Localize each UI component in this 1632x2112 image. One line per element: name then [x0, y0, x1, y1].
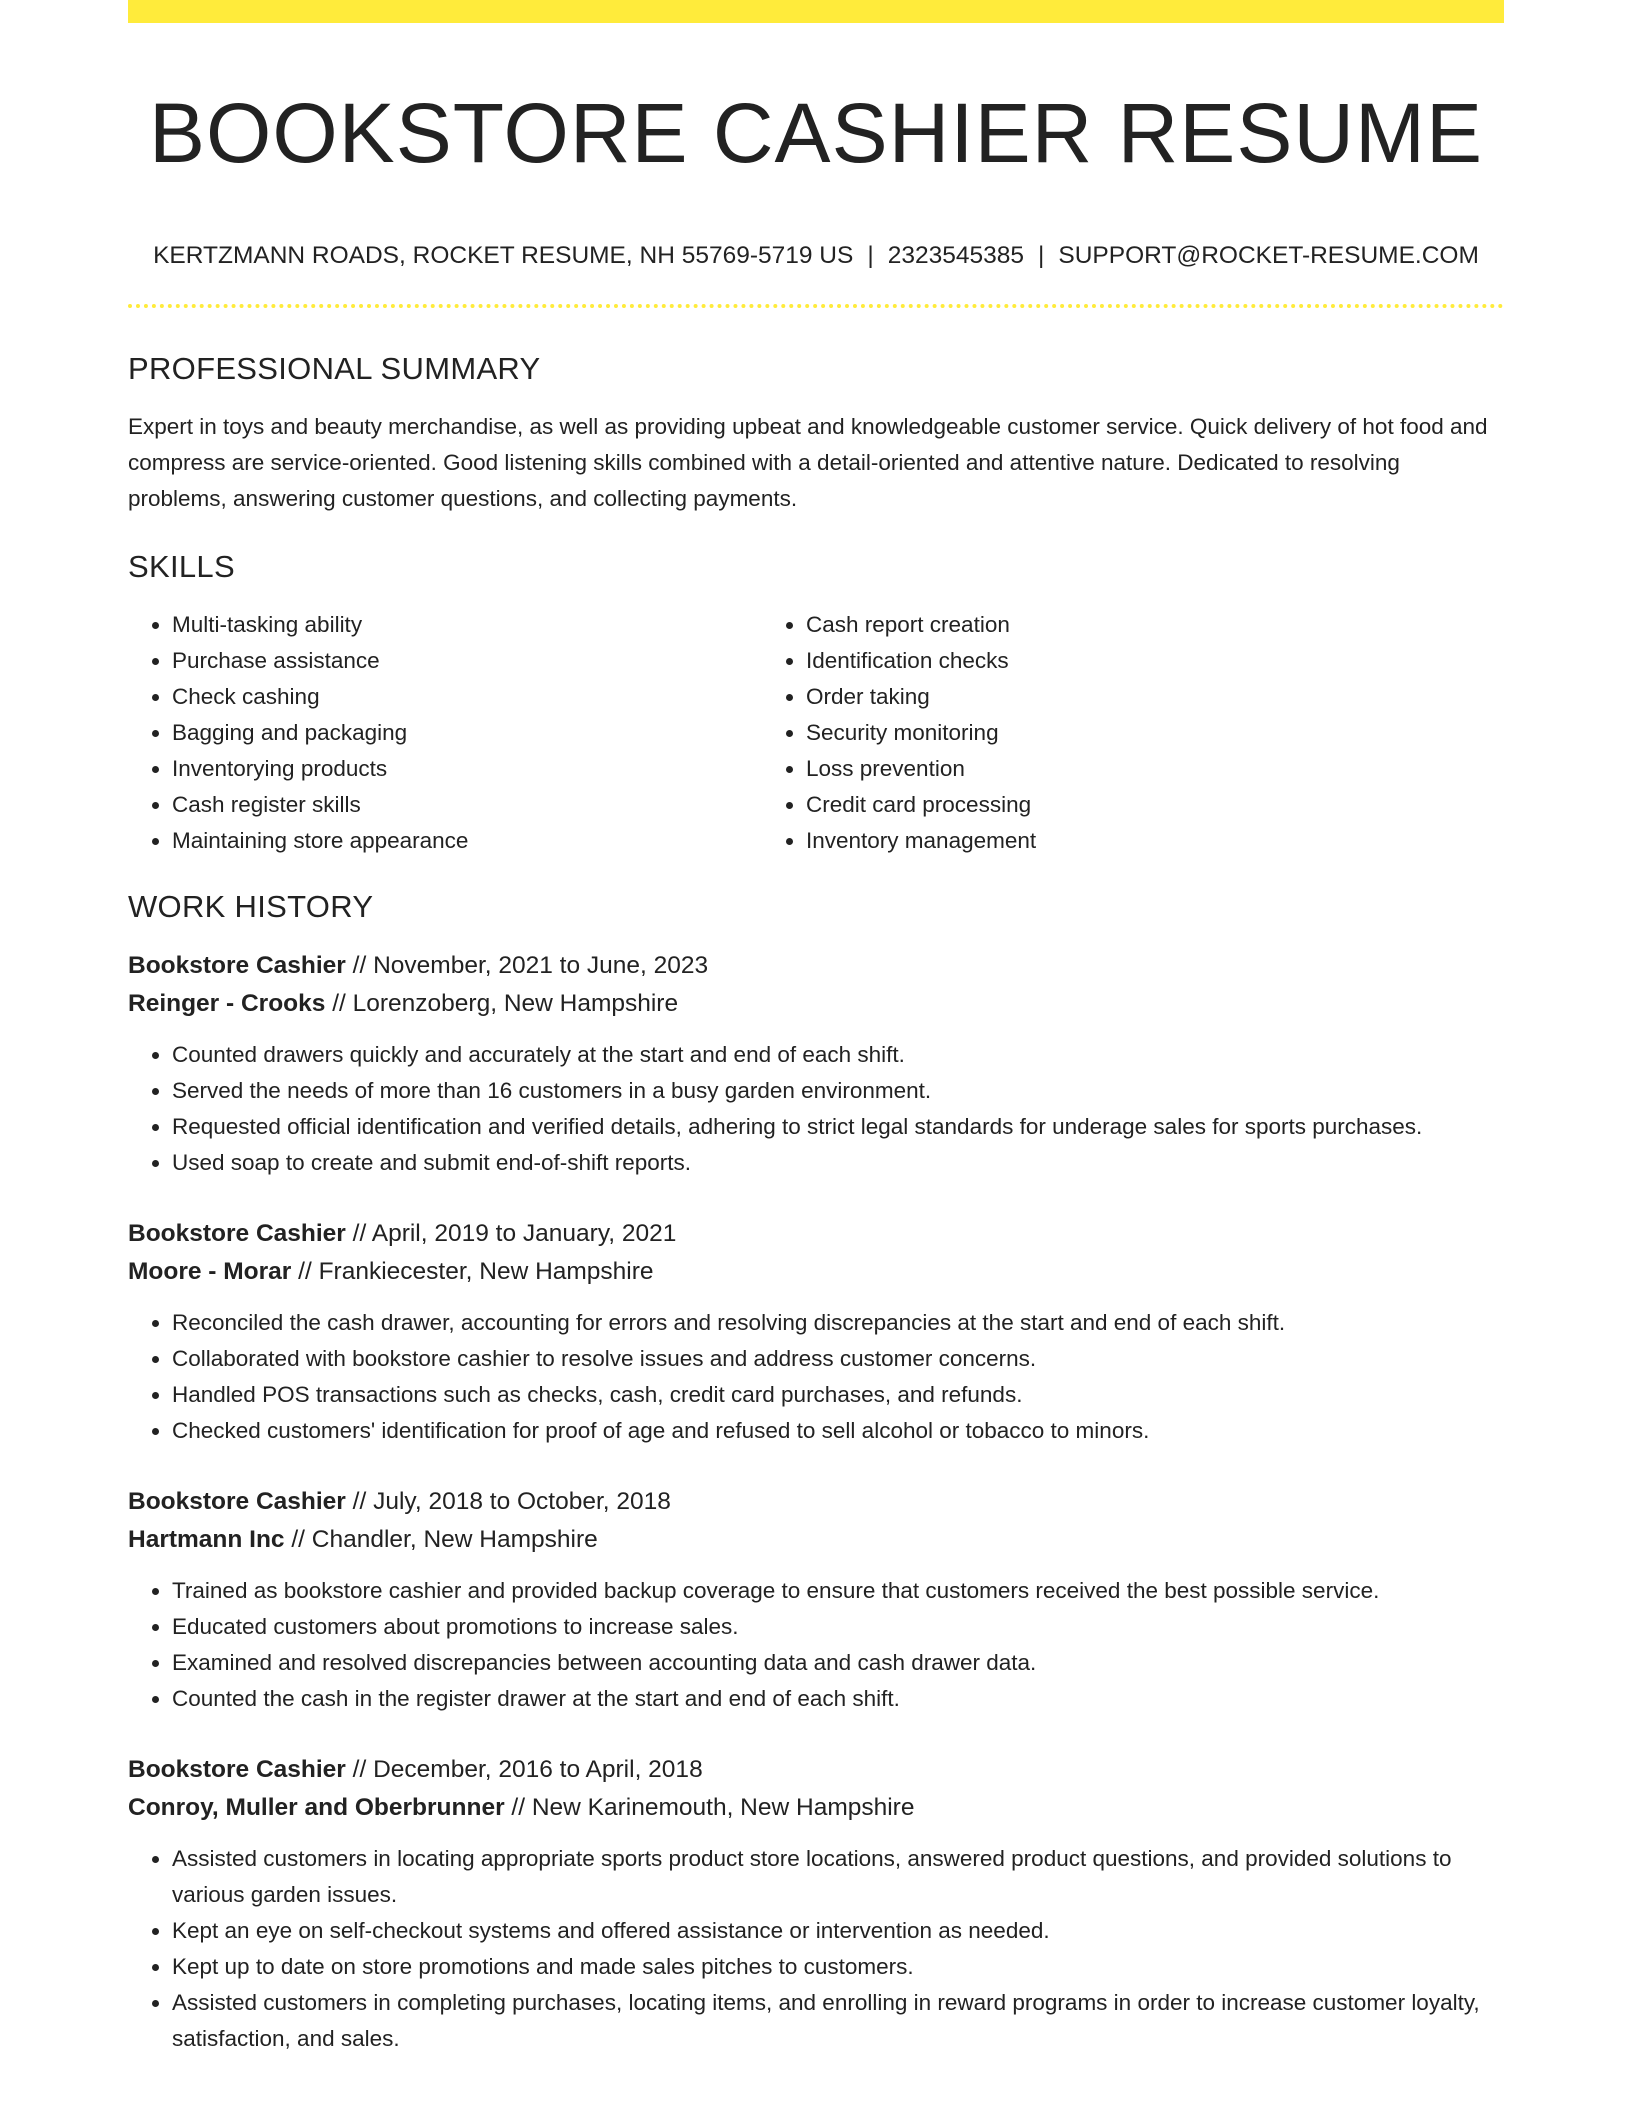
- skill-item: • Bagging and packaging: [172, 715, 762, 751]
- job-dates: // December, 2016 to April, 2018: [345, 1755, 703, 1783]
- contact-email[interactable]: SUPPORT@ROCKET-RESUME.COM: [1058, 241, 1479, 269]
- skill-item: • Maintaining store appearance: [172, 823, 762, 859]
- job-title-line: [128, 947, 1504, 985]
- summary-text: Expert in toys and beauty merchandise, as well as providing upbeat and knowledgeable customer service. Quick delivery of hot food and compress are service-oriented. Good listening skills combined with a detail-oriented and attentive nature. Dedicated to resolving problems, answering customer questions, and collecting payments.: [128, 413, 1488, 511]
- job-company-line: [128, 985, 1504, 1023]
- job-location: // Chandler, New Hampshire: [284, 1525, 598, 1553]
- job-bullet: • Collaborated with bookstore cashier to resolve issues and address customer concerns.: [172, 1341, 1504, 1377]
- skill-item: • Check cashing: [172, 679, 762, 715]
- skill-item: • Credit card processing: [806, 787, 1504, 823]
- job-bullets: [128, 1305, 1504, 1449]
- summary-heading: PROFESSIONAL SUMMARY: [128, 350, 541, 386]
- skill-item: • Cash register skills: [172, 787, 762, 823]
- job-title: Bookstore Cashier: [128, 1487, 346, 1515]
- job-company-line: [128, 1521, 1504, 1559]
- job-company: Conroy, Muller and Oberbrunner: [128, 1793, 505, 1821]
- job-bullets: [128, 1037, 1504, 1181]
- skill-item: • Order taking: [806, 679, 1504, 715]
- job-bullet: • Assisted customers in completing purchases, locating items, and enrolling in reward programs in order to increase customer loyalty, satisfaction, and sales.: [172, 1985, 1504, 2057]
- contact-address: KERTZMANN ROADS, ROCKET RESUME, NH 55769-5719 US: [153, 241, 854, 269]
- job-bullet: • Used soap to create and submit end-of-shift reports.: [172, 1145, 1504, 1181]
- job-title-line: [128, 1751, 1504, 1789]
- job-title: Bookstore Cashier: [128, 1755, 346, 1783]
- contact-phone: 2323545385: [887, 241, 1024, 269]
- job-location: // Frankiecester, New Hampshire: [291, 1257, 654, 1285]
- job-bullets: [128, 1841, 1504, 2057]
- skills-heading: SKILLS: [128, 548, 235, 584]
- job-dates: // April, 2019 to January, 2021: [345, 1219, 677, 1247]
- job-entry: [128, 1483, 1504, 1717]
- resume-title: BOOKSTORE CASHIER RESUME: [148, 86, 1484, 180]
- job-bullet: • Counted drawers quickly and accurately at the start and end of each shift.: [172, 1037, 1504, 1073]
- job-dates: // November, 2021 to June, 2023: [345, 951, 709, 979]
- job-location: // Lorenzoberg, New Hampshire: [325, 989, 679, 1017]
- job-bullet: • Kept an eye on self-checkout systems and offered assistance or intervention as needed.: [172, 1913, 1504, 1949]
- work-history-heading: WORK HISTORY: [128, 888, 374, 924]
- dotted-divider: [128, 304, 1504, 308]
- job-bullet: • Handled POS transactions such as checks, cash, credit card purchases, and refunds.: [172, 1377, 1504, 1413]
- skill-item: • Inventorying products: [172, 751, 762, 787]
- job-entry: [128, 1751, 1504, 2057]
- skill-item: • Loss prevention: [806, 751, 1504, 787]
- job-bullet: • Educated customers about promotions to increase sales.: [172, 1609, 1504, 1645]
- contact-separator: |: [867, 241, 874, 269]
- contact-line: [128, 242, 1504, 270]
- job-location: // New Karinemouth, New Hampshire: [504, 1793, 915, 1821]
- skill-item: • Inventory management: [806, 823, 1504, 859]
- skill-item: • Purchase assistance: [172, 643, 762, 679]
- job-entry: [128, 947, 1504, 1181]
- job-bullet: • Kept up to date on store promotions and made sales pitches to customers.: [172, 1949, 1504, 1985]
- job-title-line: [128, 1215, 1504, 1253]
- contact-separator: |: [1037, 241, 1045, 269]
- skills-columns: [128, 607, 1504, 859]
- resume-page: [128, 0, 1504, 2057]
- job-bullet: • Served the needs of more than 16 customers in a busy garden environment.: [172, 1073, 1504, 1109]
- job-entry: [128, 1215, 1504, 1449]
- job-bullet: • Requested official identification and verified details, adhering to strict legal standards for underage sales for sports purchases.: [172, 1109, 1504, 1145]
- skills-list-left: [128, 607, 762, 859]
- job-title-line: [128, 1483, 1504, 1521]
- job-title: Bookstore Cashier: [128, 1219, 346, 1247]
- job-bullet: • Trained as bookstore cashier and provided backup coverage to ensure that customers received the best possible service.: [172, 1573, 1504, 1609]
- job-title: Bookstore Cashier: [128, 951, 346, 979]
- job-bullet: • Examined and resolved discrepancies between accounting data and cash drawer data.: [172, 1645, 1504, 1681]
- job-bullet: • Assisted customers in locating appropriate sports product store locations, answered product questions, and provided solutions to various garden issues.: [172, 1841, 1504, 1913]
- job-bullet: • Reconciled the cash drawer, accounting for errors and resolving discrepancies at the start and end of each shift.: [172, 1305, 1504, 1341]
- top-accent-bar: [128, 0, 1504, 23]
- skills-list-right: [762, 607, 1504, 859]
- job-bullets: [128, 1573, 1504, 1717]
- job-company: Hartmann Inc: [128, 1525, 285, 1553]
- job-company: Moore - Morar: [128, 1257, 292, 1285]
- job-company: Reinger - Crooks: [128, 989, 326, 1017]
- job-dates: // July, 2018 to October, 2018: [345, 1487, 671, 1515]
- skill-item: • Cash report creation: [806, 607, 1504, 643]
- job-bullet: • Counted the cash in the register drawer at the start and end of each shift.: [172, 1681, 1504, 1717]
- job-company-line: [128, 1789, 1504, 1827]
- job-company-line: [128, 1253, 1504, 1291]
- skill-item: • Multi-tasking ability: [172, 607, 762, 643]
- skill-item: • Security monitoring: [806, 715, 1504, 751]
- job-bullet: • Checked customers' identification for proof of age and refused to sell alcohol or tobacco to minors.: [172, 1413, 1504, 1449]
- skill-item: • Identification checks: [806, 643, 1504, 679]
